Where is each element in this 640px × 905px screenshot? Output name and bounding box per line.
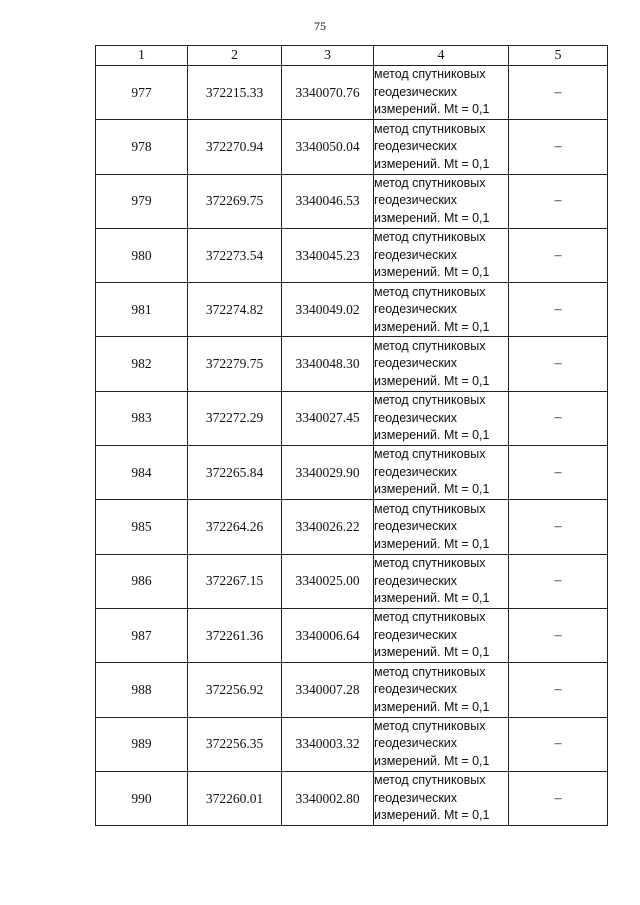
point-number-cell: 983 — [96, 391, 188, 445]
method-cell — [374, 283, 509, 337]
method-line: измерений. Mt = 0,1 — [374, 482, 490, 497]
method-line: измерений. Mt = 0,1 — [374, 753, 490, 768]
method-cell — [374, 554, 509, 608]
table-header-row — [96, 46, 608, 66]
method-line: измерений. Mt = 0,1 — [374, 645, 490, 660]
y-coordinate-cell: 3340002.80 — [282, 771, 374, 825]
y-coordinate-cell: 3340050.04 — [282, 120, 374, 174]
method-line: метод спутниковых — [374, 773, 486, 788]
x-coordinate-cell: 372274.82 — [188, 283, 282, 337]
note-cell: – — [509, 228, 608, 282]
y-coordinate-cell: 3340026.22 — [282, 500, 374, 554]
table-row — [96, 174, 608, 228]
method-cell — [374, 120, 509, 174]
method-line: метод спутниковых — [374, 447, 486, 462]
method-line: геодезических — [374, 84, 458, 99]
method-line: метод спутниковых — [374, 393, 486, 408]
method-line: измерений. Mt = 0,1 — [374, 156, 490, 171]
y-coordinate-cell: 3340025.00 — [282, 554, 374, 608]
note-cell: – — [509, 500, 608, 554]
table-row — [96, 500, 608, 554]
method-line: геодезических — [374, 790, 458, 805]
y-coordinate-cell: 3340045.23 — [282, 228, 374, 282]
method-line: геодезических — [374, 736, 458, 751]
method-cell — [374, 66, 509, 120]
note-cell: – — [509, 771, 608, 825]
table-row — [96, 554, 608, 608]
y-coordinate-cell: 3340070.76 — [282, 66, 374, 120]
point-number-cell: 978 — [96, 120, 188, 174]
header-col-2: 2 — [188, 46, 282, 66]
method-cell — [374, 663, 509, 717]
point-number-cell: 988 — [96, 663, 188, 717]
note-cell: – — [509, 337, 608, 391]
table-row — [96, 66, 608, 120]
method-line: измерений. Mt = 0,1 — [374, 210, 490, 225]
y-coordinate-cell: 3340007.28 — [282, 663, 374, 717]
method-line: метод спутниковых — [374, 230, 486, 245]
x-coordinate-cell: 372256.35 — [188, 717, 282, 771]
method-cell — [374, 500, 509, 554]
header-col-1: 1 — [96, 46, 188, 66]
method-line: метод спутниковых — [374, 664, 486, 679]
method-line: измерений. Mt = 0,1 — [374, 373, 490, 388]
x-coordinate-cell: 372265.84 — [188, 446, 282, 500]
point-number-cell: 980 — [96, 228, 188, 282]
header-col-5: 5 — [509, 46, 608, 66]
method-cell — [374, 337, 509, 391]
page-number: 75 — [314, 19, 326, 33]
point-number-cell: 986 — [96, 554, 188, 608]
y-coordinate-cell: 3340029.90 — [282, 446, 374, 500]
method-line: измерений. Mt = 0,1 — [374, 808, 490, 823]
method-line: геодезических — [374, 247, 458, 262]
table-row — [96, 120, 608, 174]
method-line: метод спутниковых — [374, 67, 486, 82]
method-line: метод спутниковых — [374, 718, 486, 733]
table-row — [96, 446, 608, 500]
table-body — [96, 66, 608, 826]
point-number-cell: 977 — [96, 66, 188, 120]
x-coordinate-cell: 372272.29 — [188, 391, 282, 445]
point-number-cell: 984 — [96, 446, 188, 500]
method-line: метод спутниковых — [374, 610, 486, 625]
table-row — [96, 663, 608, 717]
method-line: геодезических — [374, 519, 458, 534]
point-number-cell: 979 — [96, 174, 188, 228]
table-row — [96, 717, 608, 771]
method-line: измерений. Mt = 0,1 — [374, 319, 490, 334]
method-line: геодезических — [374, 193, 458, 208]
method-line: метод спутниковых — [374, 501, 486, 516]
method-cell — [374, 717, 509, 771]
method-line: измерений. Mt = 0,1 — [374, 102, 490, 117]
method-line: измерений. Mt = 0,1 — [374, 536, 490, 551]
point-number-cell: 987 — [96, 608, 188, 662]
x-coordinate-cell: 372273.54 — [188, 228, 282, 282]
method-line: измерений. Mt = 0,1 — [374, 428, 490, 443]
note-cell: – — [509, 554, 608, 608]
method-line: метод спутниковых — [374, 556, 486, 571]
method-cell — [374, 446, 509, 500]
method-line: геодезических — [374, 302, 458, 317]
y-coordinate-cell: 3340027.45 — [282, 391, 374, 445]
point-number-cell: 989 — [96, 717, 188, 771]
y-coordinate-cell: 3340048.30 — [282, 337, 374, 391]
header-col-3: 3 — [282, 46, 374, 66]
note-cell: – — [509, 120, 608, 174]
method-line: геодезических — [374, 627, 458, 642]
x-coordinate-cell: 372267.15 — [188, 554, 282, 608]
method-line: геодезических — [374, 410, 458, 425]
method-cell — [374, 608, 509, 662]
note-cell: – — [509, 446, 608, 500]
method-line: метод спутниковых — [374, 338, 486, 353]
note-cell: – — [509, 663, 608, 717]
y-coordinate-cell: 3340006.64 — [282, 608, 374, 662]
x-coordinate-cell: 372260.01 — [188, 771, 282, 825]
header-col-4: 4 — [374, 46, 509, 66]
method-line: геодезических — [374, 139, 458, 154]
note-cell: – — [509, 283, 608, 337]
method-line: геодезических — [374, 356, 458, 371]
note-cell: – — [509, 66, 608, 120]
y-coordinate-cell: 3340046.53 — [282, 174, 374, 228]
note-cell: – — [509, 717, 608, 771]
method-line: метод спутниковых — [374, 284, 486, 299]
method-line: метод спутниковых — [374, 175, 486, 190]
x-coordinate-cell: 372279.75 — [188, 337, 282, 391]
point-number-cell: 985 — [96, 500, 188, 554]
method-line: геодезических — [374, 682, 458, 697]
x-coordinate-cell: 372264.26 — [188, 500, 282, 554]
method-cell — [374, 228, 509, 282]
method-line: измерений. Mt = 0,1 — [374, 699, 490, 714]
note-cell: – — [509, 174, 608, 228]
x-coordinate-cell: 372256.92 — [188, 663, 282, 717]
y-coordinate-cell: 3340049.02 — [282, 283, 374, 337]
method-cell — [374, 391, 509, 445]
method-cell — [374, 174, 509, 228]
point-number-cell: 990 — [96, 771, 188, 825]
note-cell: – — [509, 391, 608, 445]
method-cell — [374, 771, 509, 825]
table-row — [96, 228, 608, 282]
x-coordinate-cell: 372261.36 — [188, 608, 282, 662]
y-coordinate-cell: 3340003.32 — [282, 717, 374, 771]
note-cell: – — [509, 608, 608, 662]
table-row — [96, 337, 608, 391]
coordinates-table — [95, 45, 608, 826]
x-coordinate-cell: 372270.94 — [188, 120, 282, 174]
table-row — [96, 608, 608, 662]
point-number-cell: 981 — [96, 283, 188, 337]
point-number-cell: 982 — [96, 337, 188, 391]
method-line: геодезических — [374, 573, 458, 588]
x-coordinate-cell: 372269.75 — [188, 174, 282, 228]
table-row — [96, 391, 608, 445]
method-line: измерений. Mt = 0,1 — [374, 591, 490, 606]
method-line: геодезических — [374, 464, 458, 479]
table-row — [96, 283, 608, 337]
x-coordinate-cell: 372215.33 — [188, 66, 282, 120]
method-line: метод спутниковых — [374, 121, 486, 136]
method-line: измерений. Mt = 0,1 — [374, 265, 490, 280]
table-row — [96, 771, 608, 825]
